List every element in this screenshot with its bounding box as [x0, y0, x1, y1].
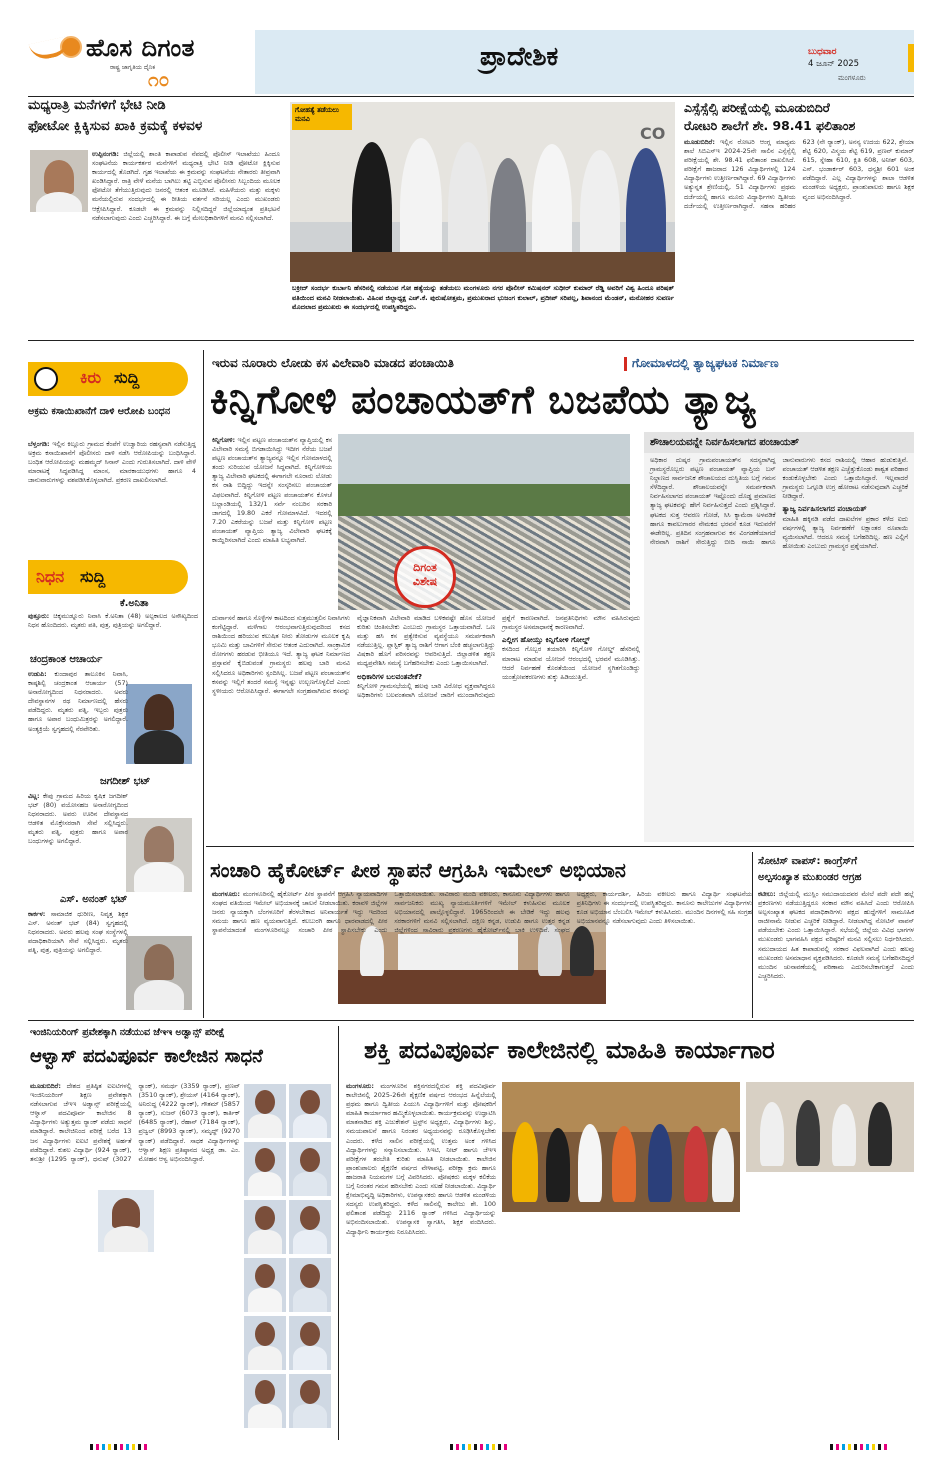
kiru-body	[28, 440, 196, 550]
thief-body-text: ಜಿಲ್ಲೆಯಲ್ಲಿ ಶಾಂತಿ ಕಾಪಾಡುವ ನೆಪದಲ್ಲಿ ಪೊಲೀಸ್ ಇಲಾಖೆಯು ಹಿಂದೂ ಸಂಘಟನೆಯ ಕಾರ್ಯಕರ್ತರ ಮನೆಗಳಿಗೆ ಮಧ್ಯರಾತ್ರಿ ಭೇಟಿ ನೀಡಿ ಫೋಟೋ ಕ್ಲಿಕ್ಕಿಸುವ ಕಾರ್ಯದಲ್ಲಿ ತೊಡಗಿದೆ. ಗೃಹ ಇಲಾಖೆಯ ಈ ಕ್ರಮವನ್ನು ಸಂಘಟನೆಯ ನೇತಾರರು ತೀವ್ರವಾಗಿ ಖಂಡಿಸಿದ್ದಾರೆ. ರಾತ್ರಿ ವೇಳೆ ಮನೆಯ ಬಾಗಿಲು ತಟ್ಟಿ ಎಬ್ಬಿಸುವ ಪೊಲೀಸರು ಸಿಬ್ಬಂದಿಯ ಮೂಲಕ ಫೋಟೋ ತೆಗೆಯುತ್ತಿರುವುದು ಜನರಲ್ಲಿ ಆತಂಕ ಮೂಡಿಸಿದೆ. ಮಹಿಳೆಯರು ಮತ್ತು ಮಕ್ಕಳು ಮನೆಯಲ್ಲಿರುವ ಸಂದರ್ಭದಲ್ಲಿ ಈ ರೀತಿಯ ವರ್ತನೆ ಸರಿಯಲ್ಲ ಎಂದು ಮುಖಂಡರು ಆಕ್ಷೇಪಿಸಿದ್ದಾರೆ. ಕೂಡಲೇ ಈ ಕ್ರಮವನ್ನು ನಿಲ್ಲಿಸದಿದ್ದರೆ ಜಿಲ್ಲೆಯಾದ್ಯಂತ ಪ್ರತಿಭಟನೆ ನಡೆಸಲಾಗುವುದು ಎಂದು ಎಚ್ಚರಿಸಿದ್ದಾರೆ. ಈ ಬಗ್ಗೆ ಮೇಲಧಿಕಾರಿಗಳಿಗೆ ಮನವಿ ಸಲ್ಲಿಸಲಾಗಿದೆ.	[92, 150, 280, 222]
student-photo	[244, 1374, 286, 1428]
obit-text-4: ಸಾಮಾಜಿಕ ಧುರೀಣ, ನಿವೃತ್ತ ಶಿಕ್ಷಕ ಎಸ್. ಅನಂತ್ ಭಟ್ (84) ಸ್ವಗೃಹದಲ್ಲಿ ನಿಧನರಾದರು. ಅವರು ಹಲವು ಸಂಘ ಸಂಸ್ಥೆಗಳಲ್ಲಿ ಪದಾಧಿಕಾರಿಯಾಗಿ ಸೇವೆ ಸಲ್ಲಿಸಿದ್ದರು. ಮೃತರು ಪತ್ನಿ, ಪುತ್ರ, ಪುತ್ರಿಯನ್ನು ಅಗಲಿದ್ದಾರೆ.	[28, 910, 128, 955]
kiru-label-black: ಸುದ್ದಿ	[114, 368, 140, 387]
kiru-headline: ಅಕ್ರಮ ಕಸಾಯಿಖಾನೆಗೆ ದಾಳಿ ಆರೋಪಿ ಬಂಧನ	[28, 406, 171, 417]
student-photo	[244, 1258, 286, 1312]
stamp-bottom: ವಿಶೇಷ	[412, 575, 438, 588]
alvas-body-text: ದೇಶದ ಪ್ರತಿಷ್ಠಿತ ಐಐಟಿಗಳಲ್ಲಿ ಇಂಜಿನಿಯರಿಂಗ್ ಶಿಕ್ಷಣ ಪ್ರವೇಶಕ್ಕಾಗಿ ನಡೆಸಲಾಗುವ ಜೆಇಇ ಅಡ್ವಾನ್ಸ್ ಪರೀಕ್ಷೆಯಲ್ಲಿ ಆಳ್ವಾಸ್ ಪದವಿಪೂರ್ವ ಕಾಲೇಜಿನ 8 ವಿದ್ಯಾರ್ಥಿಗಳು ಅತ್ಯುತ್ತಮ ರ‍್ಯಾಂಕ್ ಪಡೆದು ಸಾಧನೆ ಮಾಡಿದ್ದಾರೆ. ಕಾಲೇಜಿನಿಂದ ಪರೀಕ್ಷೆ ಬರೆದ 13 ಜನ ವಿದ್ಯಾರ್ಥಿಗಳು ಐಐಟಿ ಪ್ರವೇಶಕ್ಕೆ ಅರ್ಹತೆ ಪಡೆದಿದ್ದಾರೆ. ಕುಶಲ ವಿದ್ಯಾರ್ಥಿ (924 ರ‍್ಯಾಂಕ್), ತನುಶ್ರೀ (1295 ರ‍್ಯಾಂಕ್), ಧನುಷ್ (3027 ರ‍್ಯಾಂಕ್), ಸಮರ್ಥ (3359 ರ‍್ಯಾಂಕ್), ಪ್ರಣವ್ (3510 ರ‍್ಯಾಂಕ್), ಶ್ರೇಯಸ್ (4164 ರ‍್ಯಾಂಕ್), ಅನಿರುದ್ಧ (4222 ರ‍್ಯಾಂಕ್), ಗೌತಮ್ (5857 ರ‍್ಯಾಂಕ್), ಸುಜನ್ (6073 ರ‍್ಯಾಂಕ್), ಕಾರ್ತಿಕ್ (6485 ರ‍್ಯಾಂಕ್), ರೆಹಾನ್ (7184 ರ‍್ಯಾಂಕ್), ಪ್ರಜ್ವಲ್ (8993 ರ‍್ಯಾಂಕ್), ಸಮೃದ್ಧ್ (9270 ರ‍್ಯಾಂಕ್) ಪಡೆದಿದ್ದಾರೆ. ಸಾಧಕ ವಿದ್ಯಾರ್ಥಿಗಳನ್ನು ಆಳ್ವಾಸ್ ಶಿಕ್ಷಣ ಪ್ರತಿಷ್ಠಾನದ ಅಧ್ಯಕ್ಷ ಡಾ. ಎಂ. ಮೋಹನ ಆಳ್ವ ಅಭಿನಂದಿಸಿದ್ದಾರೆ.	[30, 1082, 240, 1163]
obit-name-1: ಕೆ.ಅನಿತಾ	[120, 598, 149, 609]
vhp-caption: ಬಕ್ರೀದ್ ಸಂದರ್ಭ ಕುರ್ಬಾನಿ ಹೆಸರಿನಲ್ಲಿ ನಡೆಯುವ ಗೋ ಹತ್ಯೆಯನ್ನು ತಡೆಯಲು ಮಂಗಳೂರು ನಗರ ಪೊಲೀಸ್ ಕಮಿಷನರ್ ಸುಧೀರ್ ಕುಮಾರ್ ರೆಡ್ಡಿ ಅವರಿಗೆ ವಿಶ್ವ ಹಿಂದೂ ಪರಿಷತ್ ವತಿಯಿಂದ ಮನವಿ ನೀಡಲಾಯಿತು. ವಿಹಿಂಪ ಜಿಲ್ಲಾಧ್ಯಕ್ಷ ಎಚ್.ಕೆ. ಪುರುಷೋತ್ತಮ, ಪ್ರಮುಖರಾದ ಭುಜಂಗ ಕುಲಾಲ್, ಪ್ರದೀಪ್ ಸರಿಪಲ್ಲ, ಶಿವಾನಂದ ಮೆಂಡನ್, ಮನೋಹರ ಸುವರ್ಣ ಮೊದಲಾದ ಪ್ರಮುಖರು ಈ ಸಂದರ್ಭದಲ್ಲಿ ಉಪಸ್ಥಿತರಿದ್ದರು.	[292, 284, 674, 312]
student-photo	[244, 1142, 286, 1196]
lead-body-text-2: ಕಿನ್ನಿಗೋಳಿ ಗ್ರಾಮಸಭೆಯಲ್ಲಿ ಹಲವು ಬಾರಿ ವಿರೋಧ ವ್ಯಕ್ತವಾಗಿದ್ದರೂ ಅಧಿಕಾರಿಗಳು ಬಲವಂತವಾಗಿ ಯೋಜನೆ ಜಾರಿಗೆ ಮುಂದಾಗಿರುವುದು ಪ್ರಶ್ನೆಗೆ ಕಾರಣವಾಗಿದೆ. ಜನಪ್ರತಿನಿಧಿಗಳು ಮೌನ ವಹಿಸಿರುವುದು ಗ್ರಾಮಸ್ಥರ ಅಸಮಾಧಾನಕ್ಕೆ ಕಾರಣವಾಗಿದೆ.	[357, 614, 640, 699]
lead-kicker-left: ಇರುವ ನೂರಾರು ಲೋಡು ಕಸ ವಿಲೇವಾರಿ ಮಾಡದ ಪಂಚಾಯಿತಿ	[212, 356, 454, 370]
obit-name-2: ಚಂದ್ರಕಾಂತ ಆಚಾರ್ಯ	[30, 654, 103, 665]
student-photo	[244, 1200, 286, 1254]
student-face-icon	[300, 1322, 320, 1346]
photo-wall-sign: CO	[640, 124, 666, 143]
shakti-person-2	[546, 1128, 570, 1202]
lead-kicker-bar	[624, 357, 627, 371]
photo-garbage-heap	[338, 516, 630, 610]
sidebar-title: ಶೌಚಾಲಯವನ್ನೇ ನಿರ್ವಹಿಸಲಾಗದ ಪಂಚಾಯತ್	[644, 432, 914, 453]
student-face-icon	[300, 1206, 320, 1230]
student-shirt-icon	[293, 1346, 327, 1370]
obit-name-3: ಜಗದೀಶ್ ಭಟ್	[100, 776, 151, 787]
photo-tag	[292, 104, 352, 130]
student-shirt-icon	[248, 1288, 282, 1312]
student-shirt-icon	[293, 1404, 327, 1428]
sslc-dateline: ಮೂಡುಬಿದಿರೆ:	[684, 138, 715, 146]
student-shirt-icon	[293, 1288, 327, 1312]
masthead-brand: ಹೊಸ ದಿಗಂತ	[86, 34, 195, 62]
alvas-headline: ಆಳ್ವಾಸ್ ಪದವಿಪೂರ್ವ ಕಾಲೇಜಿನ ಸಾಧನೆ	[30, 1046, 263, 1067]
hc-dateline: ಮಂಗಳೂರು:	[212, 890, 240, 898]
congress-headline-2: ಅಲ್ಪಸಂಖ್ಯಾತ ಮುಖಂಡರ ಆಗ್ರಹ	[758, 872, 862, 883]
obit-body-2	[28, 670, 198, 774]
alvas-kicker: ಇಂಜಿನಿಯರಿಂಗ್ ಪ್ರವೇಶಕ್ಕಾಗಿ ನಡೆಯುವ ಜೆಇಇ ಅಡ್ವಾನ್ಸ್ ಪರೀಕ್ಷೆ	[30, 1027, 225, 1038]
shakti-person-6	[684, 1126, 708, 1202]
alvas-student-grid	[244, 1084, 332, 1436]
garbage-photo	[338, 434, 630, 610]
shakti-person-3	[578, 1124, 602, 1202]
sidebar-body-text-2: ಮಾಹಿತಿ ಹಕ್ಕಿನಡಿ ಪಡೆದ ದಾಖಲೆಗಳ ಪ್ರಕಾರ ಕಳೆದ ಐದು ವರ್ಷಗಳಲ್ಲಿ ತ್ಯಾಜ್ಯ ನಿರ್ವಹಣೆಗೆ ಲಕ್ಷಾಂತರ ರೂಪಾಯಿ ವ್ಯಯಿಸಲಾಗಿದೆ. ಆದರೂ ಸಮಸ್ಯೆ ಬಗೆಹರಿದಿಲ್ಲ. ಹಣ ಎಲ್ಲಿಗೆ ಹೋಯಿತು ಎಂಬುದು ಗ್ರಾಮಸ್ಥರ ಪ್ರಶ್ನೆಯಾಗಿದೆ.	[782, 514, 908, 550]
student-shirt-icon	[248, 1230, 282, 1254]
photo-desk	[290, 252, 675, 282]
kiru-dateline: ಬೆಳ್ತಂಗಡಿ:	[28, 440, 50, 448]
obit-name-4: ಎಸ್. ಅನಂತ್ ಭಟ್	[60, 894, 128, 905]
sslc-headline-1: ಎಸ್ಸೆಸ್ಸೆಲ್ಸಿ ಪರೀಕ್ಷೆಯಲ್ಲಿ ಮೂಡುಬಿದಿರೆ	[684, 100, 830, 115]
student-photo	[289, 1374, 331, 1428]
obit-body-3	[28, 792, 198, 890]
student-face-icon	[255, 1322, 275, 1346]
kiru-label-red: ಕಿರು	[80, 368, 102, 387]
student-photo	[244, 1316, 286, 1370]
kiru-hand-icon	[34, 367, 58, 391]
top-band-rule	[28, 340, 914, 341]
thief-body	[30, 150, 280, 338]
lead-sub-1: ಅಧಿಕಾರಿಗಳ ಬಲವಂತವೇಕೆ?	[357, 671, 423, 681]
shakti-person-1	[512, 1122, 538, 1202]
student-face-icon	[300, 1264, 320, 1288]
shakti-headline: ಶಕ್ತಿ ಪದವಿಪೂರ್ವ ಕಾಲೇಜಿನಲ್ಲಿ ಮಾಹಿತಿ ಕಾರ್ಯಾಗಾರ	[364, 1036, 775, 1064]
hc-headline: ಸಂಚಾರಿ ಹೈಕೋರ್ಟ್ ಪೀಠ ಸ್ಥಾಪನೆ ಆಗ್ರಹಿಸಿ ಇಮೇಲ್ ಅಭಿಯಾನ	[210, 858, 626, 882]
student-face-icon	[255, 1380, 275, 1404]
shakti-small-person-4	[868, 1102, 892, 1166]
lead-headline: ಕಿನ್ನಿಗೋಳಿ ಪಂಚಾಯತ್‌ಗೆ ಬಜಪೆಯ ತ್ಯಾಜ್ಯ	[210, 378, 757, 423]
digantha-stamp	[394, 546, 456, 608]
alvas-right-divider	[338, 1026, 339, 1440]
left-column-divider	[203, 350, 204, 1018]
nidhana-label-black: ಸುದ್ದಿ	[80, 567, 106, 586]
lead-body-text: ದುರ್ವಾಸನೆ ಹಾಗೂ ಸೊಳ್ಳೆಗಳ ಕಾಟದಿಂದ ಸುತ್ತಮುತ್ತಲಿನ ನಿವಾಸಿಗಳು ಕಂಗೆಟ್ಟಿದ್ದಾರೆ. ಮಳೆಗಾಲ ಆರಂಭವಾಗುತ್ತಿರುವುದರಿಂದ ಕಸದ ರಾಶಿಯಿಂದ ಹರಿಯುವ ಕಲುಷಿತ ನೀರು ತೋಡುಗಳ ಮೂಲಕ ಕೃಷಿ ಭೂಮಿ ಮತ್ತು ಬಾವಿಗಳಿಗೆ ಸೇರುವ ಆತಂಕ ಎದುರಾಗಿದೆ. ಸಾಂಕ್ರಾಮಿಕ ರೋಗಗಳು ಹರಡುವ ಭೀತಿಯೂ ಇದೆ. ತ್ಯಾಜ್ಯ ಘಟಕ ನಿರ್ಮಾಣದ ಪ್ರಸ್ತಾವನೆ ಕೈಬಿಡುವಂತೆ ಗ್ರಾಮಸ್ಥರು ಹಲವು ಬಾರಿ ಮನವಿ ಸಲ್ಲಿಸಿದರೂ ಅಧಿಕಾರಿಗಳು ಸ್ಪಂದಿಸಿಲ್ಲ. ಬಜಪೆ ಪಟ್ಟಣ ಪಂಚಾಯತ್‌ನ ಕಸವನ್ನು ಇಲ್ಲಿಗೆ ತಂದರೆ ಸಮಸ್ಯೆ ಇನ್ನಷ್ಟು ಉಲ್ಬಣಗೊಳ್ಳಲಿದೆ ಎಂದು ಸ್ಥಳೀಯರು ಆರೋಪಿಸಿದ್ದಾರೆ. ಈಗಾಗಲೇ ಸಂಗ್ರಹವಾಗಿರುವ ಕಸವನ್ನು ವೈಜ್ಞಾನಿಕವಾಗಿ ವಿಲೇವಾರಿ ಮಾಡಿದ ಬಳಿಕವಷ್ಟೇ ಹೊಸ ಯೋಜನೆ ಕುರಿತು ಚಿಂತಿಸಬೇಕು ಎಂಬುದು ಗ್ರಾಮಸ್ಥರ ಒತ್ತಾಯವಾಗಿದೆ. ಒಣ ಮತ್ತು ಹಸಿ ಕಸ ಪ್ರತ್ಯೇಕಿಸುವ ವ್ಯವಸ್ಥೆಯೂ ಸಮರ್ಪಕವಾಗಿ ನಡೆಯುತ್ತಿಲ್ಲ. ಪ್ಲಾಸ್ಟಿಕ್ ತ್ಯಾಜ್ಯ ರಾಶಿಗೆ ಆಗಾಗ ಬೆಂಕಿ ಹಚ್ಚಲಾಗುತ್ತಿದ್ದು ವಿಷಕಾರಿ ಹೊಗೆ ಪರಿಸರವನ್ನು ಆವರಿಸುತ್ತಿದೆ. ಜಿಲ್ಲಾಡಳಿತ ತಕ್ಷಣ ಮಧ್ಯಪ್ರವೇಶಿಸಿ ಸಮಸ್ಯೆ ಬಗೆಹರಿಸಬೇಕು ಎಂದು ಒತ್ತಾಯಿಸಲಾಗಿದೆ.	[212, 614, 495, 695]
student-face-icon	[255, 1264, 275, 1288]
page-number: ೧೦	[148, 69, 170, 91]
shakti-body-text: ಮಂಗಳೂರಿನ ಶಕ್ತಿನಗರದಲ್ಲಿರುವ ಶಕ್ತಿ ಪದವಿಪೂರ್ವ ಕಾಲೇಜಿನಲ್ಲಿ 2025-26ನೇ ಶೈಕ್ಷಣಿಕ ವರ್ಷದ ಆರಂಭದ ಹಿನ್ನೆಲೆಯಲ್ಲಿ ಪ್ರಥಮ ಹಾಗೂ ದ್ವಿತೀಯ ಪಿಯುಸಿ ವಿದ್ಯಾರ್ಥಿಗಳಿಗೆ ಮತ್ತು ಪೋಷಕರಿಗೆ ಮಾಹಿತಿ ಕಾರ್ಯಾಗಾರ ಹಮ್ಮಿಕೊಳ್ಳಲಾಯಿತು. ಕಾರ್ಯಕ್ರಮವನ್ನು ಉದ್ಘಾಟಿಸಿ ಮಾತನಾಡಿದ ಶಕ್ತಿ ಎಜುಕೇಶನ್ ಟ್ರಸ್ಟ್‌ನ ಅಧ್ಯಕ್ಷರು, ವಿದ್ಯಾರ್ಥಿಗಳು ಶಿಸ್ತು, ಸಮಯಪಾಲನೆ ಹಾಗೂ ನಿರಂತರ ಅಧ್ಯಯನವನ್ನು ರೂಢಿಸಿಕೊಳ್ಳಬೇಕು ಎಂದರು. ಕಳೆದ ಸಾಲಿನ ಪರೀಕ್ಷೆಯಲ್ಲಿ ಉತ್ತಮ ಅಂಕ ಗಳಿಸಿದ ವಿದ್ಯಾರ್ಥಿಗಳನ್ನು ಸನ್ಮಾನಿಸಲಾಯಿತು. ಸಿಇಟಿ, ನೀಟ್ ಹಾಗೂ ಜೆಇಇ ಪರೀಕ್ಷೆಗಳ ತರಬೇತಿ ಕುರಿತು ಮಾಹಿತಿ ನೀಡಲಾಯಿತು. ಕಾಲೇಜಿನ ಪ್ರಾಂಶುಪಾಲರು ಶೈಕ್ಷಣಿಕ ವರ್ಷದ ವೇಳಾಪಟ್ಟಿ, ಪರೀಕ್ಷಾ ಕ್ರಮ ಹಾಗೂ ಹಾಜರಾತಿ ನಿಯಮಗಳ ಬಗ್ಗೆ ವಿವರಿಸಿದರು. ಪೋಷಕರು ಮಕ್ಕಳ ಕಲಿಕೆಯ ಬಗ್ಗೆ ನಿರಂತರ ಗಮನ ಹರಿಸಬೇಕು ಎಂದು ಸಲಹೆ ನೀಡಲಾಯಿತು. ವಿದ್ಯಾರ್ಥಿ ಕ್ಷೇಮಾಭಿವೃದ್ಧಿ ಅಧಿಕಾರಿಗಳು, ಉಪನ್ಯಾಸಕರು ಹಾಗೂ ಆಡಳಿತ ಮಂಡಳಿಯ ಸದಸ್ಯರು ಉಪಸ್ಥಿತರಿದ್ದರು. ಕಳೆದ ಸಾಲಿನಲ್ಲಿ ಕಾಲೇಜು ಶೇ. 100 ಫಲಿತಾಂಶ ಪಡೆದಿದ್ದು 2116 ರ‍್ಯಾಂಕ್ ಗಳಿಸಿದ ವಿದ್ಯಾರ್ಥಿಯನ್ನು ಅಭಿನಂದಿಸಲಾಯಿತು. ಉಪನ್ಯಾಸಕಿ ಸ್ವಾಗತಿಸಿ, ಶಿಕ್ಷಕ ವಂದಿಸಿದರು. ವಿದ್ಯಾರ್ಥಿನಿ ಕಾರ್ಯಕ್ರಮ ನಿರೂಪಿಸಿದರು.	[346, 1082, 496, 1236]
obit-dateline-1: ಪುತ್ತೂರು:	[28, 612, 50, 620]
obit-text-1: ಚಿಕ್ಕಮುಡ್ನೂರು ನಿವಾಸಿ ಕೆ.ಅನಿತಾ (48) ಅಲ್ಪಕಾಲದ ಅಸೌಖ್ಯದಿಂದ ನಿಧನ ಹೊಂದಿದರು. ಮೃತರು ಪತಿ, ಪುತ್ರ, ಪುತ್ರಿಯನ್ನು ಅಗಲಿದ್ದಾರೆ.	[28, 612, 198, 630]
masthead-day: ಬುಧವಾರ	[808, 47, 837, 57]
shakti-small-person-2	[796, 1100, 820, 1166]
thief-dateline: ಉಪ್ಪಿನಂಗಡಿ:	[92, 150, 119, 158]
student-shirt-icon	[248, 1346, 282, 1370]
lead-bottom-rule	[206, 846, 914, 847]
student-photo	[289, 1084, 331, 1138]
student-face-icon	[255, 1148, 275, 1172]
sslc-body	[684, 138, 914, 336]
shakti-person-4	[612, 1126, 636, 1202]
obit-dateline-4: ಕಾರ್ಕಳ:	[28, 910, 46, 918]
student-photo	[289, 1200, 331, 1254]
shakti-small-person-3	[832, 1104, 856, 1166]
sslc-headline-2: ರೋಟರಿ ಶಾಲೆಗೆ ಶೇ. 98.41 ಫಲಿತಾಂಶ	[684, 118, 856, 133]
footer-register-marks-2	[450, 1444, 510, 1450]
thief-headline-2: ಫೋಟೋ ಕ್ಲಿಕ್ಕಿಸುವ ಖಾಕಿ ಕ್ರಮಕ್ಕೆ ಕಳವಳ	[28, 118, 203, 134]
shakti-photo-small	[746, 1082, 914, 1172]
hc-body	[212, 890, 752, 1014]
alvas-left-face-icon	[112, 1198, 140, 1228]
obit-text-2: ಕುಂದಾಪುರ ತಾಲೂಕಿನ ನಿವಾಸಿ, ಕಾಷ್ಠಶಿಲ್ಪಿ ಚಂದ್ರಕಾಂತ ಆಚಾರ್ಯ (57) ಅನಾರೋಗ್ಯದಿಂದ ನಿಧನರಾದರು. ಅವರು ದೇವಸ್ಥಾನಗಳ ರಥ ನಿರ್ಮಾಣದಲ್ಲಿ ಹೆಸರು ಪಡೆದಿದ್ದರು. ಮೃತರು ಪತ್ನಿ, ಇಬ್ಬರು ಪುತ್ರರು ಹಾಗೂ ಅಪಾರ ಬಂಧುಮಿತ್ರರನ್ನು ಅಗಲಿದ್ದಾರೆ. ಅಂತ್ಯಕ್ರಿಯೆ ಸ್ವಗೃಹದಲ್ಲಿ ನೆರವೇರಿತು.	[28, 670, 128, 733]
student-face-icon	[300, 1090, 320, 1114]
shakti-person-5	[648, 1124, 672, 1202]
sslc-body-text: ಇಲ್ಲಿನ ರೋಟರಿ ಆಂಗ್ಲ ಮಾಧ್ಯಮ ಶಾಲೆ ಸಿಬಿಎಸ್‌ಇ 2024-25ನೇ ಸಾಲಿನ ಎಸ್ಸೆಸ್ಸೆಲ್ಸಿ ಪರೀಕ್ಷೆಯಲ್ಲಿ ಶೇ. 98.41 ಫಲಿತಾಂಶ ದಾಖಲಿಸಿದೆ. ಪರೀಕ್ಷೆಗೆ ಹಾಜರಾದ 126 ವಿದ್ಯಾರ್ಥಿಗಳಲ್ಲಿ 124 ವಿದ್ಯಾರ್ಥಿಗಳು ಉತ್ತೀರ್ಣರಾಗಿದ್ದಾರೆ. 69 ವಿದ್ಯಾರ್ಥಿಗಳು ಅತ್ಯುನ್ನತ ಶ್ರೇಣಿಯಲ್ಲಿ, 51 ವಿದ್ಯಾರ್ಥಿಗಳು ಪ್ರಥಮ ದರ್ಜೆಯಲ್ಲಿ ಹಾಗೂ ಮೂರು ವಿದ್ಯಾರ್ಥಿಗಳು ದ್ವಿತೀಯ ದರ್ಜೆಯಲ್ಲಿ ಉತ್ತೀರ್ಣರಾಗಿದ್ದಾರೆ. ಸಹನಾ ಹರಿಹರ 623 (ನೇ ರ‍್ಯಾಂಕ್), ಅನನ್ಯ ಉದಯ 622, ಶ್ರೇಯಾ ಶೆಟ್ಟಿ 620, ವಿಸ್ಮಯ ಶೆಟ್ಟಿ 619, ಪ್ರಣವ್ ಕುಮಾರ್ 615, ಸ್ನೇಹಾ 610, ಕ್ಷಿತಿ 608, ಅನೀಶ್ 603, ಎಸ್. ಭಂಡಾರ್ಕರ್ 603, ಧನ್ಯಶ್ರೀ 601 ಅಂಕ ಪಡೆದಿದ್ದಾರೆ. ಎಲ್ಲ ವಿದ್ಯಾರ್ಥಿಗಳನ್ನು ಶಾಲಾ ಆಡಳಿತ ಮಂಡಳಿಯ ಅಧ್ಯಕ್ಷರು, ಪ್ರಾಂಶುಪಾಲರು ಹಾಗೂ ಶಿಕ್ಷಕ ವೃಂದ ಅಭಿನಂದಿಸಿದ್ದಾರೆ.	[684, 138, 914, 210]
congress-body	[758, 890, 914, 1018]
student-face-icon	[300, 1148, 320, 1172]
lead-sidebar	[644, 432, 914, 842]
sidebar-body-text: ಅಧಿಕಾರ ದುಷ್ಕರ ಗ್ರಾಮಪಂಚಾಯತ್‌ನ ಸದಸ್ಯರಾಗಿದ್ದ ಗ್ರಾಮಸ್ಥರೊಬ್ಬರು ಪಟ್ಟಣ ಪಂಚಾಯತ್ ವ್ಯಾಪ್ತಿಯ ಬಸ್ ನಿಲ್ದಾಣದ ಸಾರ್ವಜನಿಕ ಶೌಚಾಲಯದ ದುಸ್ಥಿತಿಯ ಬಗ್ಗೆ ಗಮನ ಸೆಳೆದಿದ್ದಾರೆ. ಶೌಚಾಲಯವನ್ನೇ ಸಮರ್ಪಕವಾಗಿ ನಿರ್ವಹಿಸಲಾಗದ ಪಂಚಾಯತ್ ಇಷ್ಟೊಂದು ದೊಡ್ಡ ಪ್ರಮಾಣದ ತ್ಯಾಜ್ಯ ಘಟಕವನ್ನು ಹೇಗೆ ನಿರ್ವಹಿಸುತ್ತದೆ ಎಂದು ಪ್ರಶ್ನಿಸಿದ್ದಾರೆ. ಘಟಕದ ಸುತ್ತ ಆವರಣ ಗೋಡೆ, ಸಿಸಿ ಕ್ಯಾಮೆರಾ ಅಳವಡಿಕೆ ಹಾಗೂ ಕಾವಲುಗಾರರ ನೇಮಕದ ಭರವಸೆ ಕೂಡ ಇದುವರೆಗೆ ಈಡೇರಿಲ್ಲ. ಪ್ರತಿದಿನ ಸಂಗ್ರಹವಾಗುವ ಕಸ ವಿಂಗಡಣೆಯಾಗದೆ ನೇರವಾಗಿ ರಾಶಿಗೆ ಸೇರುತ್ತಿದ್ದು ಬೀದಿ ನಾಯಿ ಹಾಗೂ ಜಾನುವಾರುಗಳು ಕಸದ ರಾಶಿಯಲ್ಲಿ ಆಹಾರ ಹುಡುಕುತ್ತಿವೆ. ಪಂಚಾಯತ್ ಆಡಳಿತ ತಕ್ಷಣ ಎಚ್ಚೆತ್ತುಕೊಂಡು ಶಾಶ್ವತ ಪರಿಹಾರ ಕಂಡುಕೊಳ್ಳಬೇಕು ಎಂದು ಒತ್ತಾಯಿಸಿದ್ದಾರೆ. ಇಲ್ಲವಾದರೆ ಗ್ರಾಮಸ್ಥರು ಒಗ್ಗೂಡಿ ಉಗ್ರ ಹೋರಾಟ ನಡೆಸುವುದಾಗಿ ಎಚ್ಚರಿಕೆ ನೀಡಿದ್ದಾರೆ.	[650, 456, 908, 546]
student-shirt-icon	[293, 1230, 327, 1254]
shakti-photo-stage	[502, 1082, 740, 1132]
mid-bottom-rule	[28, 1020, 914, 1021]
obit-dateline-2: ಉಡುಪಿ:	[28, 670, 47, 678]
alvas-body	[30, 1082, 240, 1438]
student-shirt-icon	[293, 1172, 327, 1196]
obit-text-3: ಕೇಪು ಗ್ರಾಮದ ಹಿರಿಯ ಕೃಷಿಕ ಜಗದೀಶ್ ಭಟ್ (80) ವಯೋಸಹಜ ಅನಾರೋಗ್ಯದಿಂದ ನಿಧನರಾದರು. ಅವರು ಊರಿನ ದೇವಸ್ಥಾನದ ಆಡಳಿತ ಮೊಕ್ತೇಸರರಾಗಿ ಸೇವೆ ಸಲ್ಲಿಸಿದ್ದರು. ಮೃತರು ಪತ್ನಿ, ಪುತ್ರರು ಹಾಗೂ ಅಪಾರ ಬಂಧುಗಳನ್ನು ಅಗಲಿದ್ದಾರೆ.	[28, 792, 128, 846]
shakti-small-person-1	[760, 1102, 784, 1166]
lead-dateline: ಕಿನ್ನಿಗೋಳಿ:	[212, 436, 236, 444]
masthead-tagline: ರಾಷ್ಟ್ರ ಜಾಗೃತಿಯ ದೈನಿಕ	[110, 64, 156, 71]
lead-body-text-3: ಕಸದಿಂದ ಗೊಬ್ಬರ ತಯಾರಿಸಿ ಕಿನ್ನಿಗೋಳಿ ಗೋಲ್ಡ್ ಹೆಸರಿನಲ್ಲಿ ಮಾರಾಟ ಮಾಡುವ ಯೋಜನೆ ಆರಂಭದಲ್ಲಿ ಭರವಸೆ ಮೂಡಿಸಿತ್ತು. ಆದರೆ ನಿರ್ವಹಣೆ ಕೊರತೆಯಿಂದ ಯೋಜನೆ ಸ್ಥಗಿತಗೊಂಡಿದ್ದು ಯಂತ್ರೋಪಕರಣಗಳು ತುಕ್ಕು ಹಿಡಿಯುತ್ತಿವೆ.	[502, 645, 640, 681]
student-shirt-icon	[248, 1404, 282, 1428]
obit-body-1	[28, 612, 198, 652]
lead-sub-3: ತ್ಯಾಜ್ಯ ನಿರ್ವಹಿಸಲಾಗದ ಪಂಚಾಯತ್	[782, 504, 867, 514]
student-face-icon	[300, 1380, 320, 1404]
shakti-body-left	[346, 1082, 496, 1438]
section-title: ಪ್ರಾದೇಶಿಕ	[480, 42, 559, 72]
student-photo	[289, 1258, 331, 1312]
student-face-icon	[255, 1206, 275, 1230]
shakti-person-7	[712, 1128, 734, 1202]
stamp-top: ದಿಗಂತ	[413, 561, 437, 574]
masthead-edition: ಮಂಗಳೂರು	[838, 74, 866, 82]
lead-intro	[212, 436, 332, 612]
student-shirt-icon	[248, 1114, 282, 1138]
photo-tag-text: ಗೋಹತ್ಯೆ ತಡೆಯಲು ಮನವಿ	[295, 106, 339, 123]
obit-dateline-3: ವಿಟ್ಲ:	[28, 792, 40, 800]
student-face-icon	[255, 1090, 275, 1114]
kiru-body-text: ಇಲ್ಲಿನ ಕಿಲ್ಲೂರು ಗ್ರಾಮದ ಕೆಂಪೆಗೆ ಉಜ್ವಾರಿಯ ರಹಸ್ಯವಾಗಿ ನಡೆಸುತ್ತಿದ್ದ ಅಕ್ರಮ ಕಸಾಯಿಖಾನೆಗೆ ಪೊಲೀಸರು ದಾಳಿ ನಡೆಸಿ ಆರೋಪಿಯನ್ನು ಬಂಧಿಸಿದ್ದಾರೆ. ಬಂಧಿತ ಆರೋಪಿಯನ್ನು ಮಹಮ್ಮದ್ ಸಿನಾನ್ ಎಂದು ಗುರುತಿಸಲಾಗಿದೆ. ದಾಳಿ ವೇಳೆ ಮಾರಾಟಕ್ಕೆ ಸಿದ್ಧಪಡಿಸಿದ್ದ ಮಾಂಸ, ಮಾರಕಾಯುಧಗಳು ಹಾಗೂ 4 ಜಾನುವಾರುಗಳನ್ನು ವಶಪಡಿಸಿಕೊಳ್ಳಲಾಗಿದೆ. ಪ್ರಕರಣ ದಾಖಲಿಸಲಾಗಿದೆ.	[28, 440, 196, 485]
lead-body	[212, 614, 640, 840]
congress-dateline: ಕಟೀಲು:	[758, 890, 776, 898]
masthead-bottom-rule	[28, 96, 914, 97]
shakti-photo	[502, 1082, 740, 1212]
lead-sub-2: ಎಲ್ಲೀಗ ಹೋಯ್ತು ಕಿನ್ನಿಗೋಳಿ ಗೋಲ್ಡ್	[502, 635, 590, 645]
alvas-dateline: ಮೂಡುಬಿದಿರೆ:	[30, 1082, 61, 1090]
masthead-date: 4 ಜೂನ್ 2025	[808, 59, 860, 69]
sidebar-body	[644, 453, 914, 823]
congress-headline-1: ಸೋಟಿಸ್ ವಾಪಸ್: ಕಾಂಗ್ರೆಸ್‌ಗೆ	[758, 856, 857, 867]
student-photo	[289, 1316, 331, 1370]
nidhana-label-red: ನಿಧನ	[36, 567, 65, 586]
thief-headline-1: ಮಧ್ಯರಾತ್ರಿ ಮನೆಗಳಿಗೆ ಭೇಟಿ ನೀಡಿ	[28, 98, 166, 113]
student-photo	[289, 1142, 331, 1196]
masthead-tab	[908, 44, 914, 72]
alvas-left-shirt-icon	[104, 1226, 148, 1252]
student-photo	[244, 1084, 286, 1138]
student-shirt-icon	[248, 1172, 282, 1196]
footer-register-marks-3	[830, 1444, 890, 1450]
shakti-dateline: ಮಂಗಳೂರು:	[346, 1082, 374, 1090]
hc-body-text: ಮಂಗಳೂರಿನಲ್ಲಿ ಹೈಕೋರ್ಟ್ ಪೀಠ ಸ್ಥಾಪನೆಗೆ ಆಗ್ರಹಿಸಿ ನ್ಯಾಯವಾದಿಗಳ ಸಂಘದ ವತಿಯಿಂದ ಇಮೇಲ್ ಅಭಿಯಾನಕ್ಕೆ ಚಾಲನೆ ನೀಡಲಾಯಿತು. ಕರಾವಳಿ ಜಿಲ್ಲೆಗಳ ಜನರು ನ್ಯಾಯಕ್ಕಾಗಿ ಬೆಂಗಳೂರಿಗೆ ತೆರಳಬೇಕಾದ ಅನಿವಾರ್ಯತೆ ಇದ್ದು ಇದರಿಂದ ಸಮಯ ಹಾಗೂ ಹಣ ವ್ಯಯವಾಗುತ್ತಿದೆ. ಕಲಬುರಗಿ ಹಾಗೂ ಧಾರವಾಡದಲ್ಲಿ ಪೀಠ ಸ್ಥಾಪನೆಯಾದಂತೆ ಮಂಗಳೂರಿನಲ್ಲೂ ಸಂಚಾರಿ ಪೀಠ ಸ್ಥಾಪಿಸಬೇಕು ಎಂದು ಒತ್ತಾಯಿಸಲಾಯಿತು. ಸಾವಿರಾರು ಮಂದಿ ವಕೀಲರು, ಕಾನೂನು ವಿದ್ಯಾರ್ಥಿಗಳು ಹಾಗೂ ಸಾರ್ವಜನಿಕರು ಮುಖ್ಯ ನ್ಯಾಯಮೂರ್ತಿಗಳಿಗೆ ಇಮೇಲ್ ಕಳುಹಿಸುವ ಮೂಲಕ ಅಭಿಯಾನದಲ್ಲಿ ಪಾಲ್ಗೊಳ್ಳಲಿದ್ದಾರೆ. 1965ರಿಂದಲೇ ಈ ಬೇಡಿಕೆ ಇದ್ದು ಹಲವು ಸರಕಾರಗಳಿಗೆ ಮನವಿ ಸಲ್ಲಿಸಲಾಗಿದೆ. ದಕ್ಷಿಣ ಕನ್ನಡ, ಉಡುಪಿ ಹಾಗೂ ಉತ್ತರ ಕನ್ನಡ ಜಿಲ್ಲೆಗಳಿಂದ ಸಾವಿರಾರು ಪ್ರಕರಣಗಳು ಹೈಕೋರ್ಟ್‌ನಲ್ಲಿ ಬಾಕಿ ಉಳಿದಿವೆ. ಸಂಘದ ಅಧ್ಯಕ್ಷರು, ಕಾರ್ಯದರ್ಶಿ, ಹಿರಿಯ ವಕೀಲರು ಹಾಗೂ ವಿದ್ಯಾರ್ಥಿ ಸಂಘಟನೆಯ ಪ್ರತಿನಿಧಿಗಳು ಈ ಸಂದರ್ಭದಲ್ಲಿ ಉಪಸ್ಥಿತರಿದ್ದರು. ಕಾನೂನು ಕಾಲೇಜುಗಳ ವಿದ್ಯಾರ್ಥಿಗಳು ಕೂಡ ಅಭಿಯಾನ ಬೆಂಬಲಿಸಿ ಇಮೇಲ್ ಕಳುಹಿಸಿದರು. ಮುಂದಿನ ದಿನಗಳಲ್ಲಿ ಸಹಿ ಸಂಗ್ರಹ ಅಭಿಯಾನವನ್ನೂ ನಡೆಸಲಾಗುವುದು ಎಂದು ತಿಳಿಸಲಾಯಿತು.	[212, 890, 752, 935]
alvas-photo-left	[98, 1190, 154, 1252]
lead-intro-text: ಇಲ್ಲಿನ ಪಟ್ಟಣ ಪಂಚಾಯತ್‌ನ ವ್ಯಾಪ್ತಿಯಲ್ಲಿ ಕಸ ವಿಲೇವಾರಿ ಸಮಸ್ಯೆ ಬಿಗಡಾಯಿಸಿದ್ದು ಇದೀಗ ನೆರೆಯ ಬಜಪೆ ಪಟ್ಟಣ ಪಂಚಾಯತ್‌ನ ತ್ಯಾಜ್ಯವನ್ನೂ ಇಲ್ಲಿನ ಗೋಮಾಳದಲ್ಲಿ ತಂದು ಸುರಿಯುವ ಯೋಜನೆ ಸಿದ್ಧವಾಗಿದೆ. ಕಿನ್ನಿಗೋಳಿಯ ತ್ಯಾಜ್ಯ ವಿಲೇವಾರಿ ಘಟಕದಲ್ಲಿ ಈಗಾಗಲೇ ನೂರಾರು ಲೋಡು ಕಸ ರಾಶಿ ಬಿದ್ದಿದ್ದು ಇದನ್ನೇ ಸಂಸ್ಕರಿಸಲು ಪಂಚಾಯತ್ ವಿಫಲವಾಗಿದೆ. ಕಿನ್ನಿಗೋಳಿ ಪಟ್ಟಣ ಪಂಚಾಯತ್‌ನ ಕೊಳಚೆ ಬಲ್ಲಾಂಡಿಯಲ್ಲಿ 132/1 ಸರ್ವೆ ನಂಬರಿನ ಸರಕಾರಿ ಜಾಗದಲ್ಲಿ 19.80 ಎಕರೆ ಗೋಮಾಳವಿದೆ. ಇದರಲ್ಲಿ 7.20 ಎಕರೆಯನ್ನು ಬಜಪೆ ಮತ್ತು ಕಿನ್ನಿಗೋಳಿ ಪಟ್ಟಣ ಪಂಚಾಯತ್ ವ್ಯಾಪ್ತಿಯ ತ್ಯಾಜ್ಯ ವಿಲೇವಾರಿ ಘಟಕಕ್ಕೆ ಕಾಯ್ದಿರಿಸಲಾಗಿದೆ ಎಂದು ಮಾಹಿತಿ ಲಭ್ಯವಾಗಿದೆ.	[212, 436, 332, 545]
student-shirt-icon	[293, 1114, 327, 1138]
lead-kicker-right: ಗೋಮಾಳದಲ್ಲಿ ತ್ಯಾಜ್ಯಘಟಕ ನಿರ್ಮಾಣ	[632, 356, 779, 370]
footer-register-marks	[90, 1444, 150, 1450]
obit-body-4	[28, 910, 198, 1010]
congress-body-text: ಜಿಲ್ಲೆಯಲ್ಲಿ ಮುಸ್ಲಿಂ ಸಮುದಾಯದವರ ಮೇಲೆ ಪದೇ ಪದೇ ಹಲ್ಲೆ ಪ್ರಕರಣಗಳು ನಡೆಯುತ್ತಿದ್ದರೂ ಸರಕಾರ ಮೌನ ವಹಿಸಿದೆ ಎಂದು ಆರೋಪಿಸಿ ಅಲ್ಪಸಂಖ್ಯಾತ ಘಟಕದ ಪದಾಧಿಕಾರಿಗಳು ಪಕ್ಷದ ಹುದ್ದೆಗಳಿಗೆ ಸಾಮೂಹಿಕ ರಾಜೀನಾಮೆ ನೀಡುವ ಎಚ್ಚರಿಕೆ ನೀಡಿದ್ದಾರೆ. ನೀಡಲಾಗಿದ್ದ ನೋಟಿಸ್ ವಾಪಸ್ ಪಡೆಯಬೇಕು ಎಂದು ಒತ್ತಾಯಿಸಿದ್ದಾರೆ. ಸಭೆಯಲ್ಲಿ ಜಿಲ್ಲೆಯ ವಿವಿಧ ಭಾಗಗಳ ಮುಖಂಡರು ಭಾಗವಹಿಸಿ ಪಕ್ಷದ ವರಿಷ್ಠರಿಗೆ ಮನವಿ ಸಲ್ಲಿಸಲು ನಿರ್ಧರಿಸಿದರು. ಸಮುದಾಯದ ಹಿತ ಕಾಪಾಡುವಲ್ಲಿ ಸರಕಾರ ವಿಫಲವಾಗಿದೆ ಎಂದು ಹಲವು ಮುಖಂಡರು ಅಸಮಾಧಾನ ವ್ಯಕ್ತಪಡಿಸಿದರು. ಕೂಡಲೇ ಸಮಸ್ಯೆ ಬಗೆಹರಿಸದಿದ್ದರೆ ಮುಂದಿನ ಚುನಾವಣೆಯಲ್ಲಿ ಪರಿಣಾಮ ಎದುರಿಸಬೇಕಾಗುತ್ತದೆ ಎಂದು ಎಚ್ಚರಿಸಿದರು.	[758, 890, 914, 980]
hc-right-divider	[752, 852, 753, 1018]
